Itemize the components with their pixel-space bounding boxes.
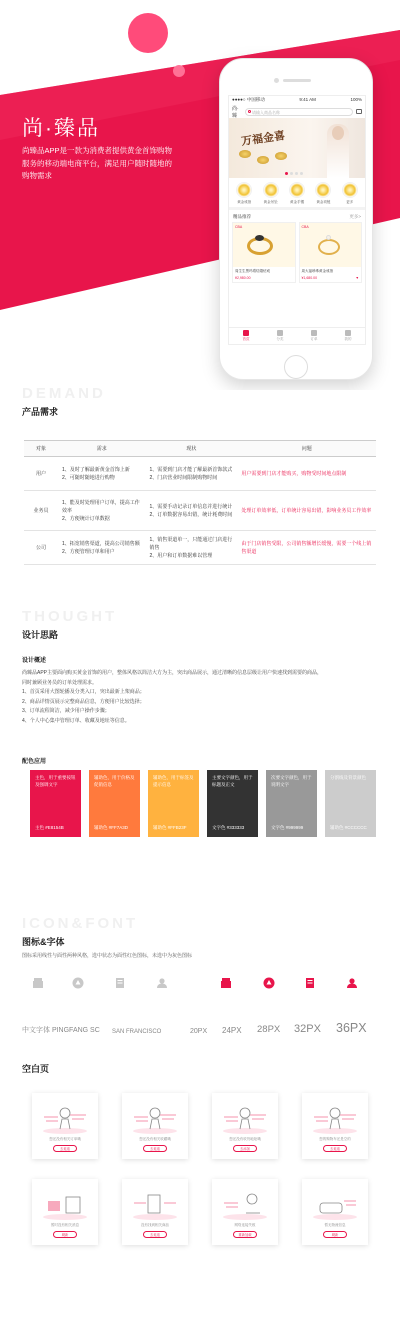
gold-ornament (239, 150, 251, 158)
home-button-icon (284, 355, 308, 379)
column-header: 问题 (237, 441, 376, 457)
empty-text: 没有找到相关商品 (141, 1223, 169, 1227)
empty-state-card (32, 1179, 98, 1245)
app-logo: 尚·臻 (232, 105, 239, 119)
table-header-row (24, 441, 376, 457)
empty-state-card (122, 1093, 188, 1159)
empty-state-card (302, 1093, 368, 1159)
icons-description: 图标采用线性与面性两种风格，选中状态为面性红色图标，未选中为灰色图标 (22, 953, 193, 959)
row-object: 公司 (24, 531, 58, 565)
search-placeholder: 请输入商品名称 (252, 109, 280, 115)
empty-text: 网络连接失败 (234, 1223, 256, 1227)
banner-carousel[interactable] (229, 118, 365, 178)
user-active-icon (346, 977, 358, 989)
search-icon (248, 110, 251, 113)
gold-ornament (257, 156, 269, 164)
order-icon (114, 977, 126, 989)
gold-ornament (275, 152, 287, 160)
empty-text: 暂时没有相关消息 (51, 1223, 79, 1227)
user-icon (345, 330, 351, 336)
row-problem: 由于门店销售受限，公司销售额增长缓慢，需要一个线上销售渠道 (237, 531, 376, 565)
product-image (233, 223, 295, 267)
empty-illustration (130, 1189, 180, 1221)
color-swatch: 分割线及背景颜色 辅助色 #CCCCCC (325, 770, 376, 837)
empty-text: 您还没有相关订单哦 (49, 1137, 81, 1141)
empty-action-button[interactable]: 去逛逛 (323, 1145, 347, 1152)
necklace-icon (315, 182, 331, 198)
pendant-icon (263, 182, 279, 198)
camera-icon (274, 78, 279, 83)
recommend-header (229, 207, 365, 222)
icons-cn-title: 图标&字体 (22, 937, 65, 947)
color-swatch: 辅助色，用于标签及提示信息 辅助色 #FFB23F (148, 770, 199, 837)
row-needs: 1、能及时处理用户订单，提高工作效率 2、方便统计订单数据 (58, 491, 145, 531)
empty-action-button[interactable]: 去逛逛 (143, 1145, 167, 1152)
category-icon (277, 330, 283, 336)
battery-label: 100% (350, 97, 362, 102)
table-row (24, 457, 376, 491)
cart-icon[interactable]: ▼ (355, 276, 359, 280)
empty-illustration (40, 1189, 90, 1221)
color-swatches (30, 770, 376, 837)
font-label: 36PX (336, 1021, 367, 1035)
hero-section (0, 0, 400, 390)
product-card[interactable] (232, 222, 296, 283)
row-status: 1、销售渠道单一，只能通过门店进行销售 2、用户和订单数据难以管理 (145, 531, 237, 565)
color-swatch: 次要文字颜色，用于说明文字 文字色 #999999 (266, 770, 317, 837)
font-label: 20PX (190, 1028, 208, 1035)
overview-title: 设计概述 (22, 658, 47, 664)
phone-mockup (219, 58, 373, 380)
thought-cn-title: 设计思路 (22, 630, 59, 640)
ring-icon (236, 182, 252, 198)
empty-text: 暂无物流信息 (324, 1223, 346, 1227)
demand-en-title: DEMAND (22, 385, 106, 402)
tab-orders[interactable]: 订单 (311, 330, 318, 342)
product-tag: CBA (301, 225, 309, 229)
color-title: 配色应用 (22, 759, 47, 765)
empty-illustration (220, 1103, 270, 1135)
empty-illustration (220, 1189, 270, 1221)
table-row (24, 531, 376, 565)
table-row (24, 491, 376, 531)
row-needs: 1、拓宽销售渠道，提高公司销售额 2、方便管理订单和用户 (58, 531, 145, 565)
overview-text: 尚臻品APP主要面向购买黄金首饰的用户，整体风格以简洁大方为主，突出商品展示，通过清晰的信息层级让用户快速找到需要的商品， 同时兼顾业务员的订单处理需求。 1、首页采用大图轮播及分类入口，突出最新上架商品； 2、商品详情页展示完整商品信息，方便用户比较选择； 3、订单流程简洁，减少用户操作步骤； 4、个人中心集中管理订单、收藏及地址等信息。 (22, 670, 323, 724)
empty-action-button[interactable]: 去添加 (233, 1145, 257, 1152)
carrier-label: ●●●●○ 中国移动 (232, 97, 265, 102)
tab-bar (229, 327, 365, 344)
model-image (327, 124, 349, 178)
empty-action-button[interactable]: 去逛逛 (143, 1231, 167, 1238)
home-active-icon (220, 977, 232, 989)
tab-profile[interactable]: 我的 (345, 330, 352, 342)
row-object: 用户 (24, 457, 58, 491)
empty-illustration (310, 1189, 360, 1221)
row-needs: 1、及时了解最新黄金首饰上新 2、可随时随地进行购物 (58, 457, 145, 491)
column-header: 需求 (58, 441, 145, 457)
category-icon (72, 977, 84, 989)
row-object: 业务员 (24, 491, 58, 531)
banner-title: 万福金喜 (240, 128, 286, 148)
section-title: 精品推荐 (233, 214, 251, 219)
product-tag: CBA (235, 225, 243, 229)
product-price: ¥2,980.00 (235, 276, 251, 280)
status-bar (229, 96, 365, 105)
color-swatch: 主要文字颜色，用于标题及正文 文字色 #333333 (207, 770, 258, 837)
empty-text: 您还没有收货地址哦 (229, 1137, 261, 1141)
font-label: 28PX (257, 1024, 281, 1035)
empty-illustration (130, 1103, 180, 1135)
empty-text: 您还没有相关收藏哦 (139, 1137, 171, 1141)
brand-title: 尚·臻品 (22, 117, 100, 140)
color-swatch: 主色，用于重要按钮及强调文字 主色 #E8154B (30, 770, 81, 837)
carousel-dots (285, 172, 303, 175)
demand-cn-title: 产品需求 (22, 407, 59, 417)
row-problem: 处理订单效率低，订单统计容易出错，影响业务员工作效率 (237, 491, 376, 531)
product-image (300, 223, 362, 267)
column-header: 现状 (145, 441, 237, 457)
row-status: 1、需要到门店才能了解最新首饰款式 2、门店营业时间限制购物时间 (145, 457, 237, 491)
category-item[interactable]: 黄金戒指 (233, 182, 255, 205)
more-icon (342, 182, 358, 198)
product-list (229, 222, 365, 283)
empty-action-button[interactable]: 刷新 (323, 1231, 347, 1238)
empty-action-button[interactable]: 去逛逛 (53, 1145, 77, 1152)
empty-state-card (302, 1179, 368, 1245)
row-problem: 用户需要到门店才能购买，购物受时间地点限制 (237, 457, 376, 491)
message-icon[interactable] (356, 109, 362, 114)
time-label: 9:41 AM (299, 97, 316, 102)
search-row (229, 105, 365, 118)
icons-en-title: ICON&FONT (22, 915, 139, 932)
speaker-icon (283, 79, 311, 82)
empty-cn-title: 空白页 (22, 1064, 50, 1074)
order-active-icon (304, 977, 316, 989)
category-item[interactable]: 黄金项链 (312, 182, 334, 205)
font-label: 中文字体 PINGFANG SC (22, 1027, 100, 1034)
empty-action-button[interactable]: 刷新 (53, 1231, 77, 1238)
font-label: 32PX (294, 1023, 321, 1035)
home-icon (243, 330, 249, 336)
tab-category[interactable]: 分类 (277, 330, 284, 342)
empty-illustration (40, 1103, 90, 1135)
category-item[interactable]: 黄金手镯 (286, 182, 308, 205)
empty-state-card (212, 1179, 278, 1245)
order-icon (311, 330, 317, 336)
demand-table (24, 440, 376, 565)
thought-en-title: THOUGHT (22, 608, 118, 625)
font-label: 24PX (222, 1026, 242, 1035)
row-status: 1、需要手动记录订单信息并进行统计 2、订单数据容易出错，统计耗费时间 (145, 491, 237, 531)
product-price: ¥1,680.00 (301, 276, 318, 280)
bracelet-icon (289, 182, 305, 198)
phone-screen (228, 95, 366, 345)
font-samples (22, 1019, 377, 1035)
category-active-icon (263, 977, 275, 989)
empty-text: 您的购物车还是空的 (319, 1137, 351, 1141)
category-item[interactable]: 黄金吊坠 (260, 182, 282, 205)
product-name: 周生生黑玛瑙结婚钻戒 (235, 269, 270, 273)
category-row (229, 178, 365, 207)
brand-description: 尚臻品APP是一款为消费者提供黄金首饰购物服务的移动端电商平台，满足用户随时随地的购物需求 (22, 146, 173, 180)
product-card[interactable] (299, 222, 363, 283)
font-label: SAN FRANCISCO (112, 1029, 162, 1035)
tab-home[interactable]: 首页 (243, 330, 250, 342)
category-item[interactable]: 更多 (339, 182, 361, 205)
product-name: 周大福珍珠黄金戒指 (301, 269, 333, 273)
empty-state-card (32, 1093, 98, 1159)
empty-state-card (122, 1179, 188, 1245)
user-icon (156, 977, 168, 989)
color-swatch: 辅助色，用于价格及促销信息 辅助色 #FF7A3D (89, 770, 140, 837)
empty-illustration (310, 1103, 360, 1135)
home-icon (32, 977, 44, 989)
empty-action-button[interactable]: 重新加载 (233, 1231, 257, 1238)
column-header: 对象 (24, 441, 58, 457)
more-link[interactable]: 更多> (349, 214, 361, 219)
icon-set (0, 977, 400, 993)
empty-state-card (212, 1093, 278, 1159)
search-input[interactable] (245, 108, 353, 116)
